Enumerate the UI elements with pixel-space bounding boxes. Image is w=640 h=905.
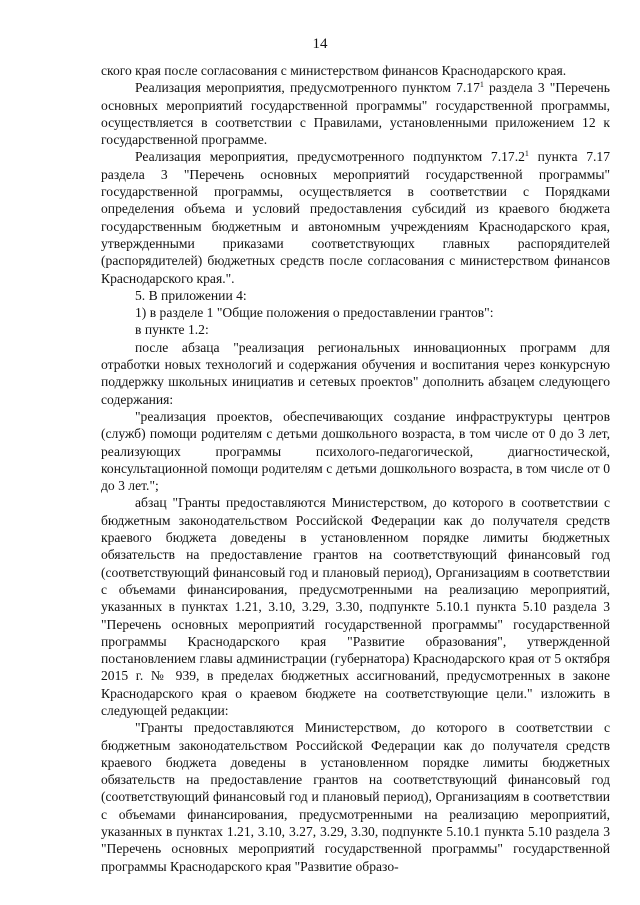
superscript-index: 1 bbox=[524, 149, 529, 159]
paragraph-continuation: ского края после согласования с министерством финансов Краснодарского края. bbox=[101, 63, 567, 78]
document-body bbox=[101, 62, 610, 875]
paragraph-text-part: Реализация мероприятия, предусмотренного пунктом 7.17 bbox=[135, 80, 480, 96]
paragraph-text-part: пункта 7.17 раздела 3 "Перечень основных мероприятий государственной программы" государственной программы, осуществляется в соответствии с Порядками определения объема и условий предоставления субсидий из краевого бюджета государственным бюджетным и автономным учреждениям Краснодарского края, утвержденными приказами соответствующих главных распорядителей (распорядителей) бюджетных средств после согласования с министерством финансов Краснодарского края.". bbox=[101, 149, 611, 286]
paragraph-text-part: раздела 3 "Перечень основных мероприятий государственной программы" государственной программы, осуществляется в соответствии с Правилами, установленными приложением 12 к государственной программе. bbox=[101, 80, 611, 148]
paragraph-implementation-7-17-2-1 bbox=[101, 148, 610, 286]
paragraph-implementation-7-17-1 bbox=[101, 79, 610, 148]
paragraph-appendix-4: 5. В приложении 4: bbox=[135, 287, 247, 303]
paragraph-new-abzats-quote: "реализация проектов, обеспечивающих создание инфраструктуры центров (служб) помощи родителям с детьми дошкольного возраста, в том числе от 0 до 3 лет, реализующих программы психолого-педагогической, диагностической, консультационной помощи родителям с детьми дошкольного возраста, в том числе от 0 до 3 лет."; bbox=[101, 408, 610, 494]
paragraph-text-part: Реализация мероприятия, предусмотренного подпунктом 7.17.2 bbox=[135, 149, 525, 165]
paragraph-grants-old-text: абзац "Гранты предоставляются Министерством, до которого в соответствии с бюджетным законодательством Российской Федерации как до получателя средств краевого бюджета доведены в установленном порядке лимиты бюджетных обязательств на предоставление грантов на соответствующий финансовый год (соответствующий финансовый год и плановый период), Организациям в соответствии с объемами финансирования, предусмотренными на реализацию мероприятий, указанных в пунктах 1.21, 3.10, 3.29, 3.30, подпункте 5.10.1 пункта 5.10 раздела 3 "Перечень основных мероприятий государственной программы" государственной программы Краснодарского края "Развитие образования", утвержденной постановлением главы администрации (губернатора) Краснодарского края от 5 октября 2015 г. № 939, в пределах бюджетных ассигнований, предусмотренных в законе Краснодарского края о краевом бюджете на соответствующие цели." изложить в следующей редакции: bbox=[101, 495, 610, 718]
paragraph-after-abzats: после абзаца "реализация региональных инновационных программ для отработки новых технологий и содержания обучения и воспитания через конкурсную поддержку школьных инициатив и сетевых проектов" дополнить абзацем следующего содержания: bbox=[101, 339, 610, 407]
page-number: 14 bbox=[312, 36, 328, 52]
paragraph-item-1-2: в пункте 1.2: bbox=[135, 322, 209, 338]
superscript-index: 1 bbox=[479, 80, 484, 90]
paragraph-section-1: 1) в разделе 1 "Общие положения о предоставлении грантов": bbox=[135, 305, 494, 321]
paragraph-grants-new-text: "Гранты предоставляются Министерством, до которого в соответствии с бюджетным законодательством Российской Федерации как до получателя средств краевого бюджета доведены в установленном порядке лимиты бюджетных обязательств на предоставление грантов на соответствующий финансовый год (соответствующий финансовый год и плановый период), Организациям в соответствии с объемами финансирования, предусмотренными на реализацию мероприятий, указанных в пунктах 1.21, 3.10, 3.27, 3.29, 3.30, подпункте 5.10.1 пункта 5.10 раздела 3 "Перечень основных мероприятий государственной программы" государственной программы Краснодарского края "Развитие образо- bbox=[101, 720, 610, 874]
